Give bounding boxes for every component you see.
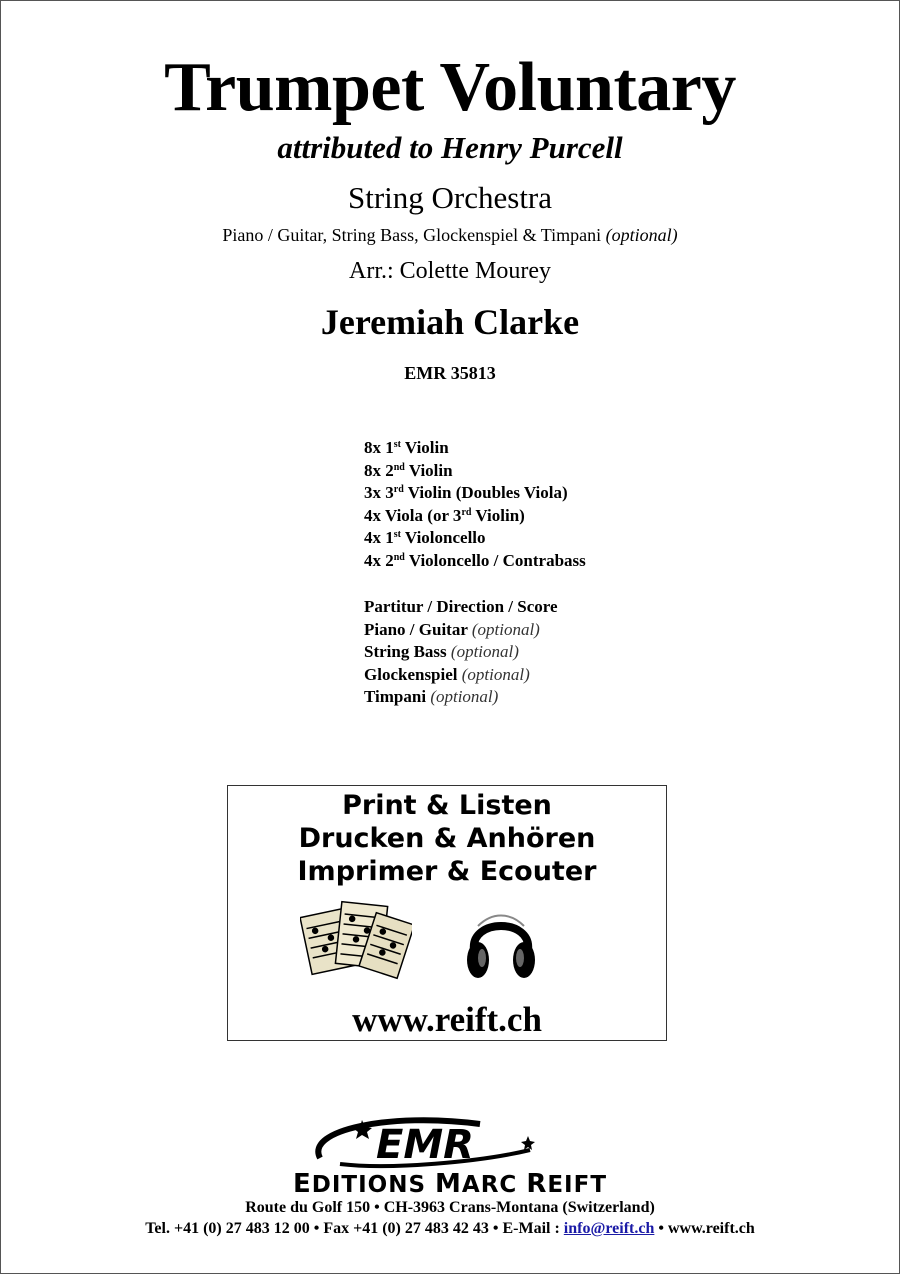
publisher-name: EDITIONS MARC REIFT bbox=[292, 1169, 608, 1199]
extra-item: String Bass (optional) bbox=[364, 642, 519, 662]
extra-item: Glockenspiel (optional) bbox=[364, 664, 530, 684]
publisher-address: Route du Golf 150 • CH-3963 Crans-Montana (Switzerland) bbox=[245, 1199, 655, 1216]
extra-item: Partitur / Direction / Score bbox=[364, 597, 558, 616]
part-item: 8x 1st Violin bbox=[364, 438, 449, 457]
part-item: 3x 3rd Violin (Doubles Viola) bbox=[364, 483, 568, 503]
catalog-number: EMR 35813 bbox=[404, 363, 496, 383]
part-item: 4x 2nd Violoncello / Contrabass bbox=[364, 550, 586, 570]
email-link[interactable]: info@reift.ch bbox=[563, 1220, 655, 1237]
sheet-music-icon bbox=[300, 898, 412, 984]
part-item: 8x 2nd Violin bbox=[364, 460, 453, 480]
part-item: 4x Viola (or 3rd Violin) bbox=[364, 505, 525, 525]
promo-line-de: Drucken & Anhören bbox=[298, 823, 596, 854]
part-item: 4x 1st Violoncello bbox=[364, 528, 486, 548]
instrumentation-optional: (optional) bbox=[605, 225, 678, 245]
emr-logo-text: EMR bbox=[376, 1122, 474, 1168]
page-title: Trumpet Voluntary bbox=[164, 49, 736, 126]
publisher-contact: Tel. +41 (0) 27 483 12 00 • Fax +41 (0) 27 483 42 43 • E-Mail : info@reift.ch • www.reift.ch bbox=[145, 1220, 755, 1237]
promo-url: www.reift.ch bbox=[352, 1000, 542, 1039]
instrumentation-line bbox=[0, 224, 900, 246]
parts-list bbox=[364, 437, 586, 573]
print-listen-box bbox=[227, 785, 667, 1041]
ensemble: String Orchestra bbox=[347, 180, 553, 215]
extra-item: Piano / Guitar (optional) bbox=[364, 619, 540, 639]
extras-list bbox=[364, 596, 558, 709]
headphones-icon bbox=[464, 904, 538, 984]
promo-line-en: Print & Listen bbox=[342, 790, 552, 821]
promo-line-fr: Imprimer & Ecouter bbox=[297, 856, 597, 887]
arranger: Arr.: Colette Mourey bbox=[349, 258, 551, 284]
extra-item: Timpani (optional) bbox=[364, 687, 499, 707]
composer: Jeremiah Clarke bbox=[320, 302, 580, 342]
attribution: attributed to Henry Purcell bbox=[277, 130, 623, 165]
instrumentation-main: Piano / Guitar, String Bass, Glockenspiel & Timpani bbox=[222, 225, 602, 245]
emr-logo bbox=[300, 1110, 550, 1170]
